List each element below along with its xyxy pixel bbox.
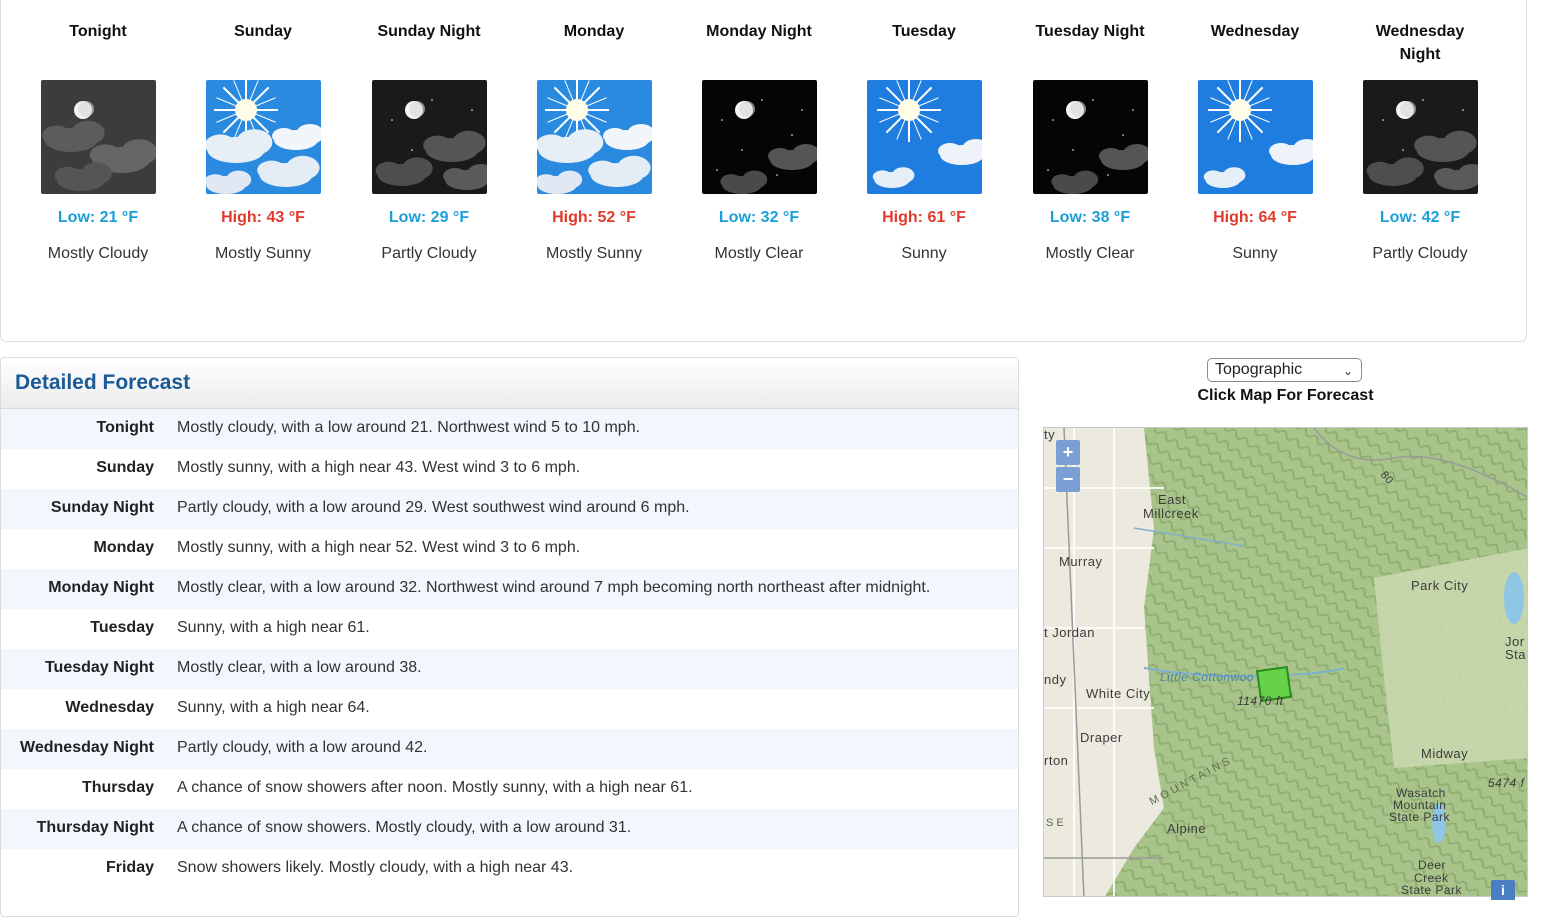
map-label: Park City <box>1411 578 1469 593</box>
row-period-label: Thursday <box>81 779 154 796</box>
map-label: Millcreek <box>1143 506 1199 521</box>
row-period-label: Monday Night <box>48 579 154 596</box>
map-label: Alpine <box>1167 821 1207 836</box>
map-label: White City <box>1086 686 1151 701</box>
map-info-button[interactable]: i <box>1491 880 1515 900</box>
detailed-forecast-row <box>1 489 1019 529</box>
zoom-in-button[interactable]: + <box>1056 440 1080 465</box>
detailed-forecast-row <box>1 529 1019 569</box>
row-forecast-text: Snow showers likely. Mostly cloudy, with a high near 43. <box>177 859 574 876</box>
row-period-label: Friday <box>105 859 154 876</box>
row-forecast-text: Mostly cloudy, with a low around 21. Northwest wind 5 to 10 mph. <box>177 419 641 436</box>
row-period-label: Wednesday <box>65 699 154 716</box>
map-label: t Jordan <box>1044 625 1095 640</box>
map-label: Mountain <box>1393 798 1447 812</box>
row-forecast-text: Mostly clear, with a low around 32. Northwest wind around 7 mph becoming north northeast after midnight. <box>177 579 931 596</box>
map-label: Deer <box>1418 858 1447 872</box>
day-sunny-icon[interactable] <box>1198 80 1313 194</box>
row-period-label: Tuesday <box>90 619 154 636</box>
map-label: State Park <box>1389 810 1451 824</box>
period-temp: Low: 32 °F <box>718 209 800 226</box>
detailed-forecast-header <box>1 358 1018 409</box>
period-temp: Low: 29 °F <box>388 209 470 226</box>
detailed-forecast-row <box>1 689 1019 729</box>
row-forecast-text: Mostly sunny, with a high near 43. West wind 3 to 6 mph. <box>177 459 581 476</box>
row-forecast-text: Mostly clear, with a low around 38. <box>177 659 422 676</box>
row-forecast-text: A chance of snow showers after noon. Mostly sunny, with a high near 61. <box>177 779 693 796</box>
row-period-label: Thursday Night <box>36 819 154 836</box>
period-name: Sunday Night <box>377 23 481 40</box>
night-mostly-clear-icon[interactable] <box>702 80 817 194</box>
map-label: ty <box>1044 427 1056 442</box>
period-temp: High: 64 °F <box>1213 209 1297 226</box>
map-label: SE <box>1046 817 1067 829</box>
detailed-forecast-panel <box>0 357 1019 917</box>
night-partly-cloudy-icon[interactable] <box>1363 80 1478 194</box>
detailed-forecast-rows <box>1 409 1019 889</box>
detailed-forecast-row <box>1 729 1019 769</box>
period-short-desc: Mostly Sunny <box>545 245 643 262</box>
row-forecast-text: A chance of snow showers. Mostly cloudy, with a low around 31. <box>177 819 632 836</box>
night-mostly-cloudy-icon[interactable] <box>41 80 156 194</box>
zoom-out-button[interactable]: − <box>1056 467 1080 492</box>
map-label: Little Cottonwoo <box>1160 670 1255 684</box>
map-label: 5474 f <box>1488 776 1525 790</box>
map-label: Midway <box>1421 746 1469 761</box>
period-name: Wednesday Night <box>1375 23 1465 63</box>
detailed-forecast-row <box>1 649 1019 689</box>
forecast-map[interactable] <box>1043 427 1528 897</box>
row-period-label: Sunday <box>96 459 154 476</box>
map-label: 11470 ft <box>1237 694 1284 708</box>
detailed-forecast-row <box>1 409 1019 449</box>
map-label: Wasatch <box>1396 786 1446 800</box>
basemap-select[interactable] <box>1207 358 1362 382</box>
row-period-label: Tuesday Night <box>44 659 154 676</box>
row-period-label: Monday <box>93 539 154 556</box>
row-forecast-text: Partly cloudy, with a low around 29. West southwest wind around 6 mph. <box>177 499 690 516</box>
map-label: Murray <box>1059 554 1103 569</box>
row-forecast-text: Sunny, with a high near 61. <box>177 619 370 636</box>
map-terrain[interactable] <box>1044 428 1528 897</box>
row-period-label: Tonight <box>96 419 154 436</box>
row-forecast-text: Sunny, with a high near 64. <box>177 699 370 716</box>
detailed-forecast-row <box>1 769 1019 809</box>
period-name: Wednesday <box>1210 23 1300 40</box>
period-temp: High: 52 °F <box>552 209 636 226</box>
map-label: Creek <box>1414 871 1449 885</box>
map-label: Jor <box>1505 634 1525 649</box>
period-name: Monday Night <box>706 23 812 40</box>
day-sunny-icon[interactable] <box>867 80 982 194</box>
period-name: Tuesday Night <box>1035 23 1145 40</box>
row-forecast-text: Partly cloudy, with a low around 42. <box>177 739 428 756</box>
row-period-label: Sunday Night <box>50 499 154 516</box>
period-short-desc: Partly Cloudy <box>381 245 477 262</box>
period-temp: Low: 38 °F <box>1049 209 1131 226</box>
period-name: Sunday <box>234 23 292 40</box>
period-short-desc: Sunny <box>901 245 947 262</box>
period-temp: Low: 21 °F <box>57 209 139 226</box>
period-short-desc: Partly Cloudy <box>1372 245 1468 262</box>
basemap-selected-value: Topographic <box>1215 361 1303 378</box>
period-name: Monday <box>563 23 625 40</box>
detailed-forecast-row <box>1 609 1019 649</box>
highway-label: 80 <box>1377 469 1396 487</box>
period-name: Tonight <box>69 23 127 40</box>
night-mostly-clear-icon[interactable] <box>1033 80 1148 194</box>
period-short-desc: Mostly Cloudy <box>47 245 149 262</box>
row-period-label: Wednesday Night <box>20 739 154 756</box>
row-forecast-text: Mostly sunny, with a high near 52. West wind 3 to 6 mph. <box>177 539 581 556</box>
detailed-forecast-title: Detailed Forecast <box>15 371 191 394</box>
night-partly-cloudy-icon[interactable] <box>372 80 487 194</box>
period-temp: Low: 42 °F <box>1379 209 1461 226</box>
detailed-forecast-row <box>1 449 1019 489</box>
map-label: Draper <box>1080 730 1123 745</box>
period-temp: High: 43 °F <box>221 209 305 226</box>
day-mostly-sunny-icon[interactable] <box>537 80 652 194</box>
map-label: Sta <box>1505 647 1527 662</box>
period-name: Tuesday <box>892 23 956 40</box>
chevron-down-icon: ⌄ <box>1342 364 1353 378</box>
seven-day-forecast <box>0 0 1527 342</box>
day-mostly-sunny-icon[interactable] <box>206 80 321 194</box>
map-label: ndy <box>1044 672 1067 687</box>
map-label: State Park <box>1401 883 1463 897</box>
period-short-desc: Mostly Clear <box>1045 245 1135 262</box>
detailed-forecast-row <box>1 569 1019 609</box>
detailed-forecast-row <box>1 849 1019 889</box>
period-short-desc: Mostly Sunny <box>214 245 312 262</box>
map-zoom-control <box>1056 440 1080 492</box>
period-temp: High: 61 °F <box>882 209 966 226</box>
period-short-desc: Sunny <box>1232 245 1278 262</box>
map-hint: Click Map For Forecast <box>1197 387 1374 404</box>
map-label: MOUNTAINS <box>1147 754 1235 808</box>
period-short-desc: Mostly Clear <box>714 245 804 262</box>
map-label: rton <box>1044 753 1069 768</box>
detailed-forecast-row <box>1 809 1019 849</box>
map-label: East <box>1158 492 1187 507</box>
